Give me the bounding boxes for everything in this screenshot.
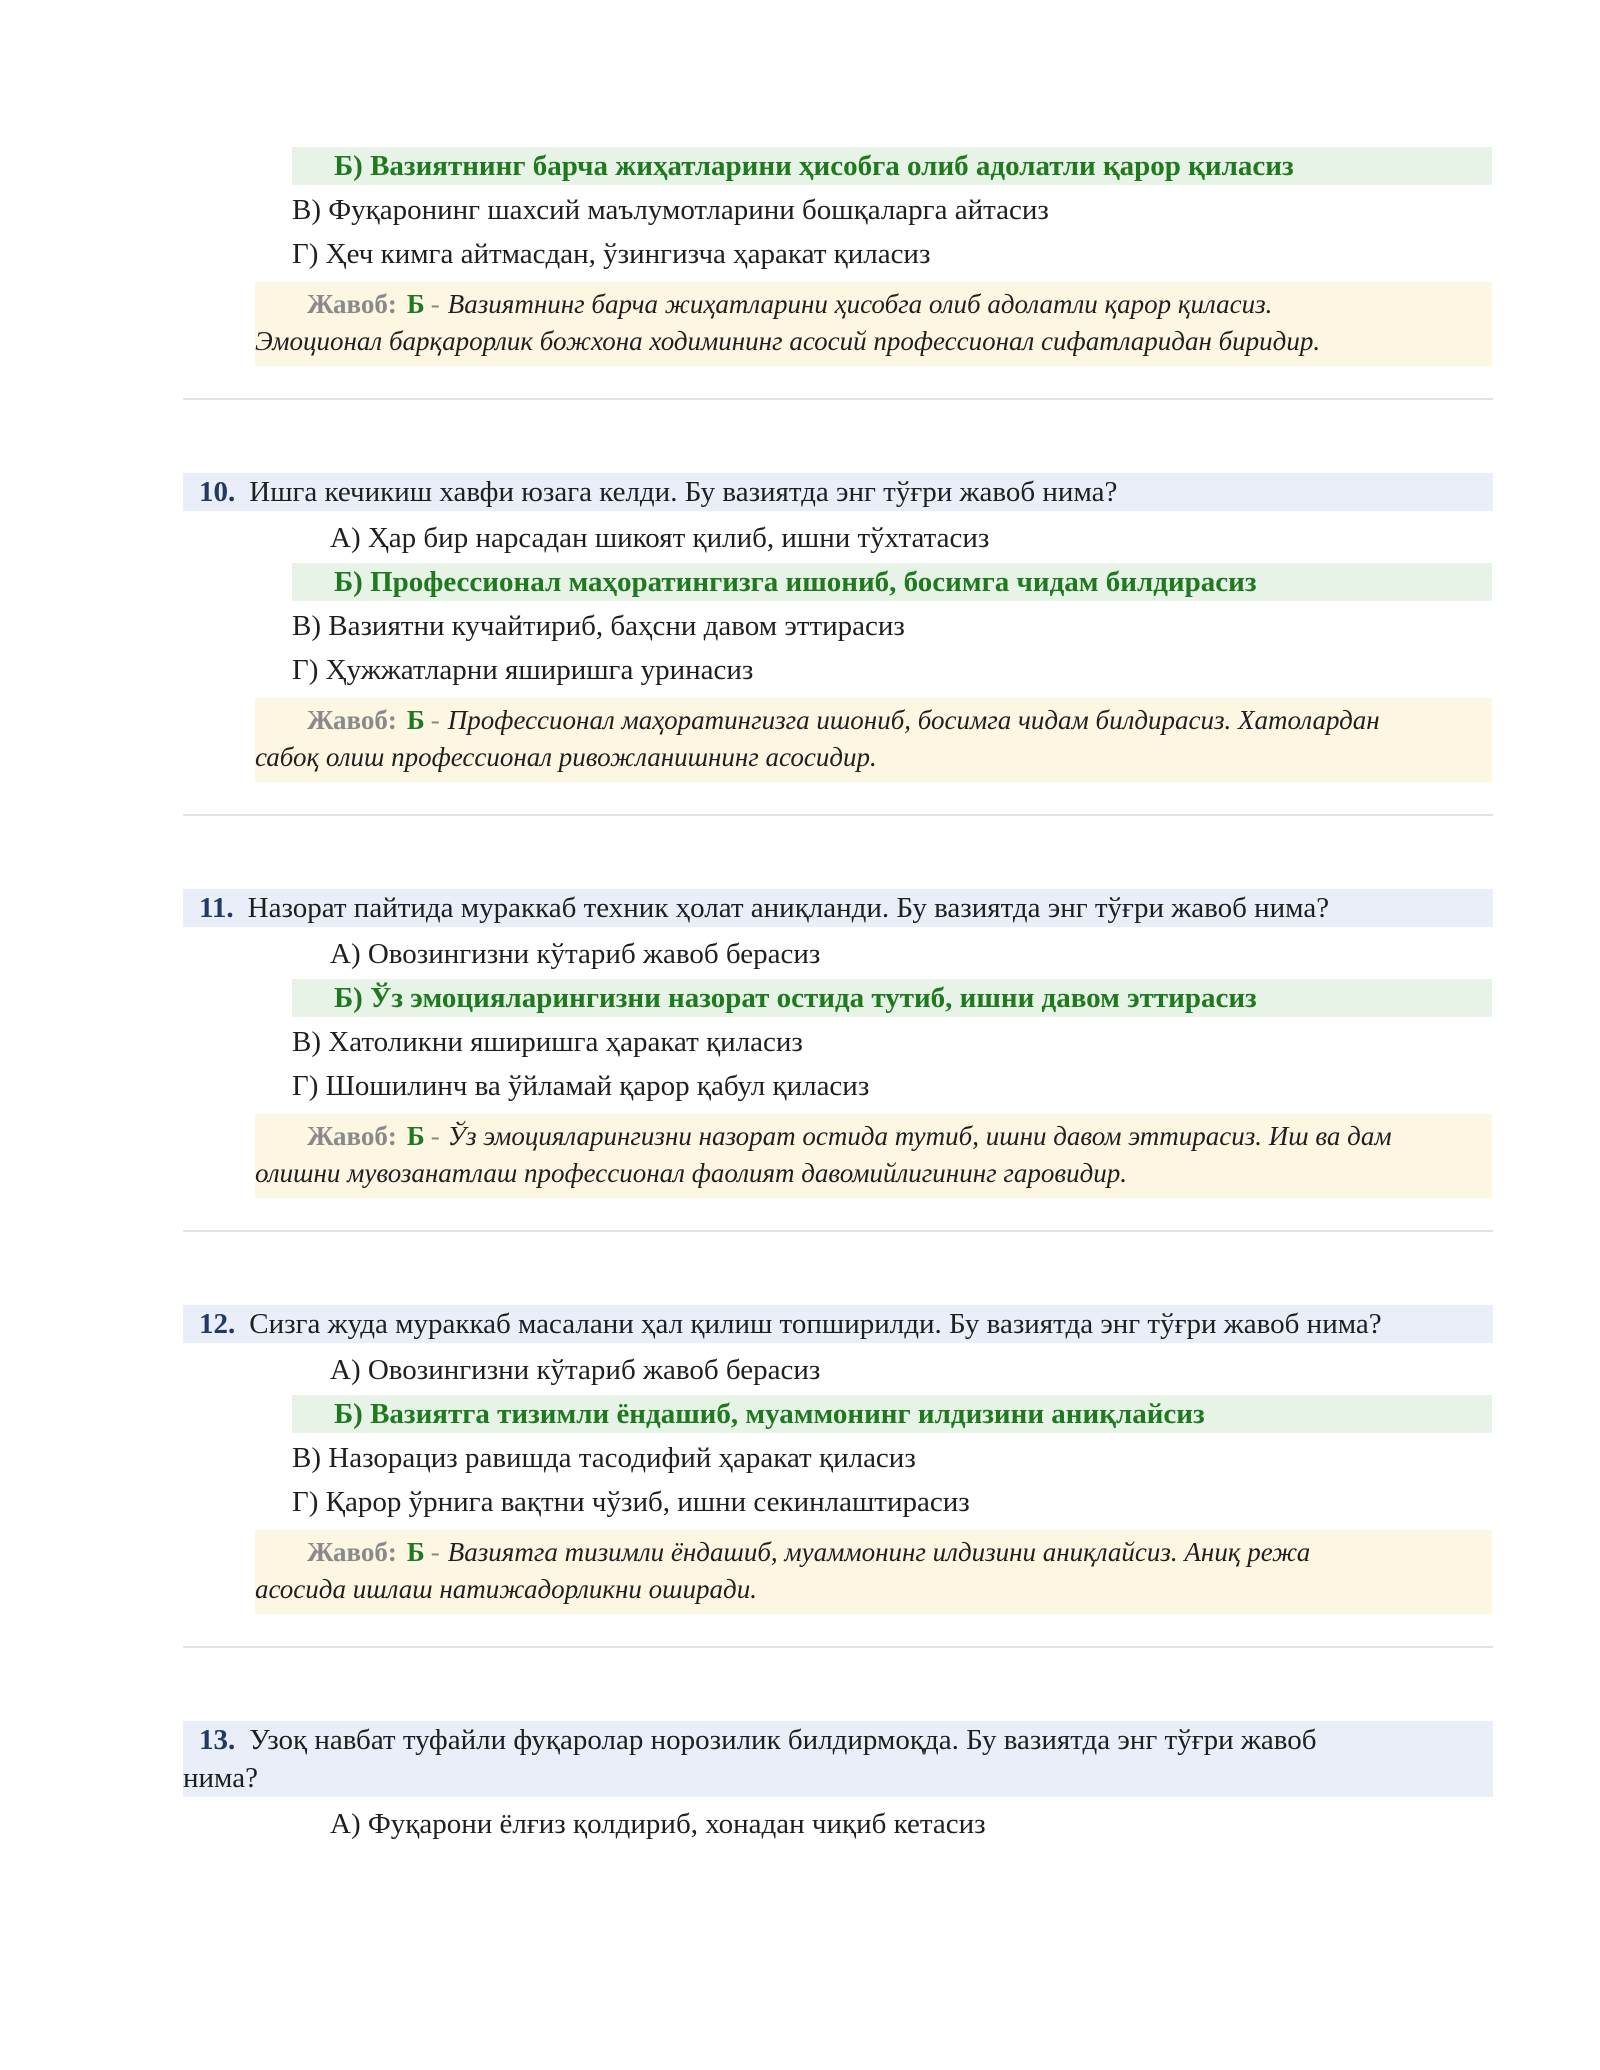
question-number: 10. xyxy=(199,476,236,508)
answer-text-line1: Профессионал маҳоратингизга ишониб, босимга чидам билдирасиз. Хатолардан xyxy=(447,705,1380,735)
correct-option: Б) Ўз эмоцияларингизни назорат остида тутиб, ишни давом эттирасиз xyxy=(292,979,1492,1017)
separator xyxy=(183,1646,1493,1648)
separator xyxy=(183,814,1493,816)
option-v: В) Вазиятни кучайтириб, баҳсни давом эттирасиз xyxy=(292,610,905,642)
answer-letter: Б xyxy=(406,705,425,735)
answer-label: Жавоб: xyxy=(307,1121,397,1151)
question-text: Ишга кечикиш хавфи юзага келди. Бу вазиятда энг тўғри жавоб нима? xyxy=(249,476,1118,508)
answer-letter: Б xyxy=(406,289,425,319)
answer-text-line2: Эмоционал барқарорлик божхона ходимининг асосий профессионал сифатларидан биридир. xyxy=(255,326,1321,356)
answer-text-line2: сабоқ олиш профессионал ривожланишнинг асосидир. xyxy=(255,742,877,772)
answer-text-line2: асосида ишлаш натижадорликни оширади. xyxy=(255,1574,757,1604)
answer-dash: - xyxy=(430,289,440,319)
question-text-line2: нима? xyxy=(183,1762,258,1794)
answer-box xyxy=(255,1530,1492,1614)
question-10-header xyxy=(183,473,1493,511)
question-number: 11. xyxy=(199,892,234,924)
answer-text-line1: Вазиятга тизимли ёндашиб, муаммонинг илдизини аниқлайсиз. Аниқ режа xyxy=(447,1537,1311,1567)
option-g: Г) Шошилинч ва ўйламай қарор қабул қиласиз xyxy=(292,1070,870,1102)
question-text-line1: Узоқ навбат туфайли фуқаролар норозилик билдирмоқда. Бу вазиятда энг тўғри жавоб xyxy=(249,1724,1317,1756)
option-v: В) Назорациз равишда тасодифий ҳаракат қиласиз xyxy=(292,1442,916,1474)
answer-letter: Б xyxy=(406,1537,425,1567)
option-g: Г) Ҳужжатларни яширишга уринасиз xyxy=(292,654,754,686)
answer-text-line2: олишни мувозанатлаш профессионал фаолият давомийлигининг гаровидир. xyxy=(255,1158,1128,1188)
option-a: А) Ҳар бир нарсадан шикоят қилиб, ишни тўхтатасиз xyxy=(330,522,990,554)
separator xyxy=(183,1230,1493,1232)
correct-option: Б) Профессионал маҳоратингизга ишониб, босимга чидам билдирасиз xyxy=(292,563,1492,601)
option-v: В) Фуқаронинг шахсий маълумотларини бошқаларга айтасиз xyxy=(292,194,1049,226)
question-12-header xyxy=(183,1305,1493,1343)
question-number: 13. xyxy=(199,1724,236,1756)
question-text: Сизга жуда мураккаб масалани ҳал қилиш топширилди. Бу вазиятда энг тўғри жавоб нима? xyxy=(249,1308,1382,1340)
answer-text-line1: Вазиятнинг барча жиҳатларини ҳисобга олиб адолатли қарор қиласиз. xyxy=(447,289,1273,319)
answer-label: Жавоб: xyxy=(307,1537,397,1567)
answer-letter: Б xyxy=(406,1121,425,1151)
answer-box xyxy=(255,698,1492,782)
answer-label: Жавоб: xyxy=(307,289,397,319)
answer-box xyxy=(255,282,1492,366)
answer-dash: - xyxy=(430,705,440,735)
correct-option: Б) Вазиятга тизимли ёндашиб, муаммонинг илдизини аниқлайсиз xyxy=(292,1395,1492,1433)
separator xyxy=(183,398,1493,400)
option-a: А) Овозингизни кўтариб жавоб берасиз xyxy=(330,1354,821,1386)
option-g: Г) Қарор ўрнига вақтни чўзиб, ишни секинлаштирасиз xyxy=(292,1486,970,1518)
question-13-header xyxy=(183,1721,1493,1797)
answer-dash: - xyxy=(430,1537,440,1567)
option-a: А) Фуқарони ёлғиз қолдириб, хонадан чиқиб кетасиз xyxy=(330,1808,986,1840)
answer-text-line1: Ўз эмоцияларингизни назорат остида тутиб, ишни давом эттирасиз. Иш ва дам xyxy=(447,1121,1392,1151)
question-11-header xyxy=(183,889,1493,927)
answer-box xyxy=(255,1114,1492,1198)
option-v: В) Хатоликни яширишга ҳаракат қиласиз xyxy=(292,1026,803,1058)
question-number: 12. xyxy=(199,1308,236,1340)
correct-option: Б) Вазиятнинг барча жиҳатларини ҳисобга олиб адолатли қарор қиласиз xyxy=(292,147,1492,185)
question-text: Назорат пайтида мураккаб техник ҳолат аниқланди. Бу вазиятда энг тўғри жавоб нима? xyxy=(247,892,1330,924)
option-a: А) Овозингизни кўтариб жавоб берасиз xyxy=(330,938,821,970)
answer-label: Жавоб: xyxy=(307,705,397,735)
option-g: Г) Ҳеч кимга айтмасдан, ўзингизча ҳаракат қиласиз xyxy=(292,238,931,270)
answer-dash: - xyxy=(430,1121,440,1151)
